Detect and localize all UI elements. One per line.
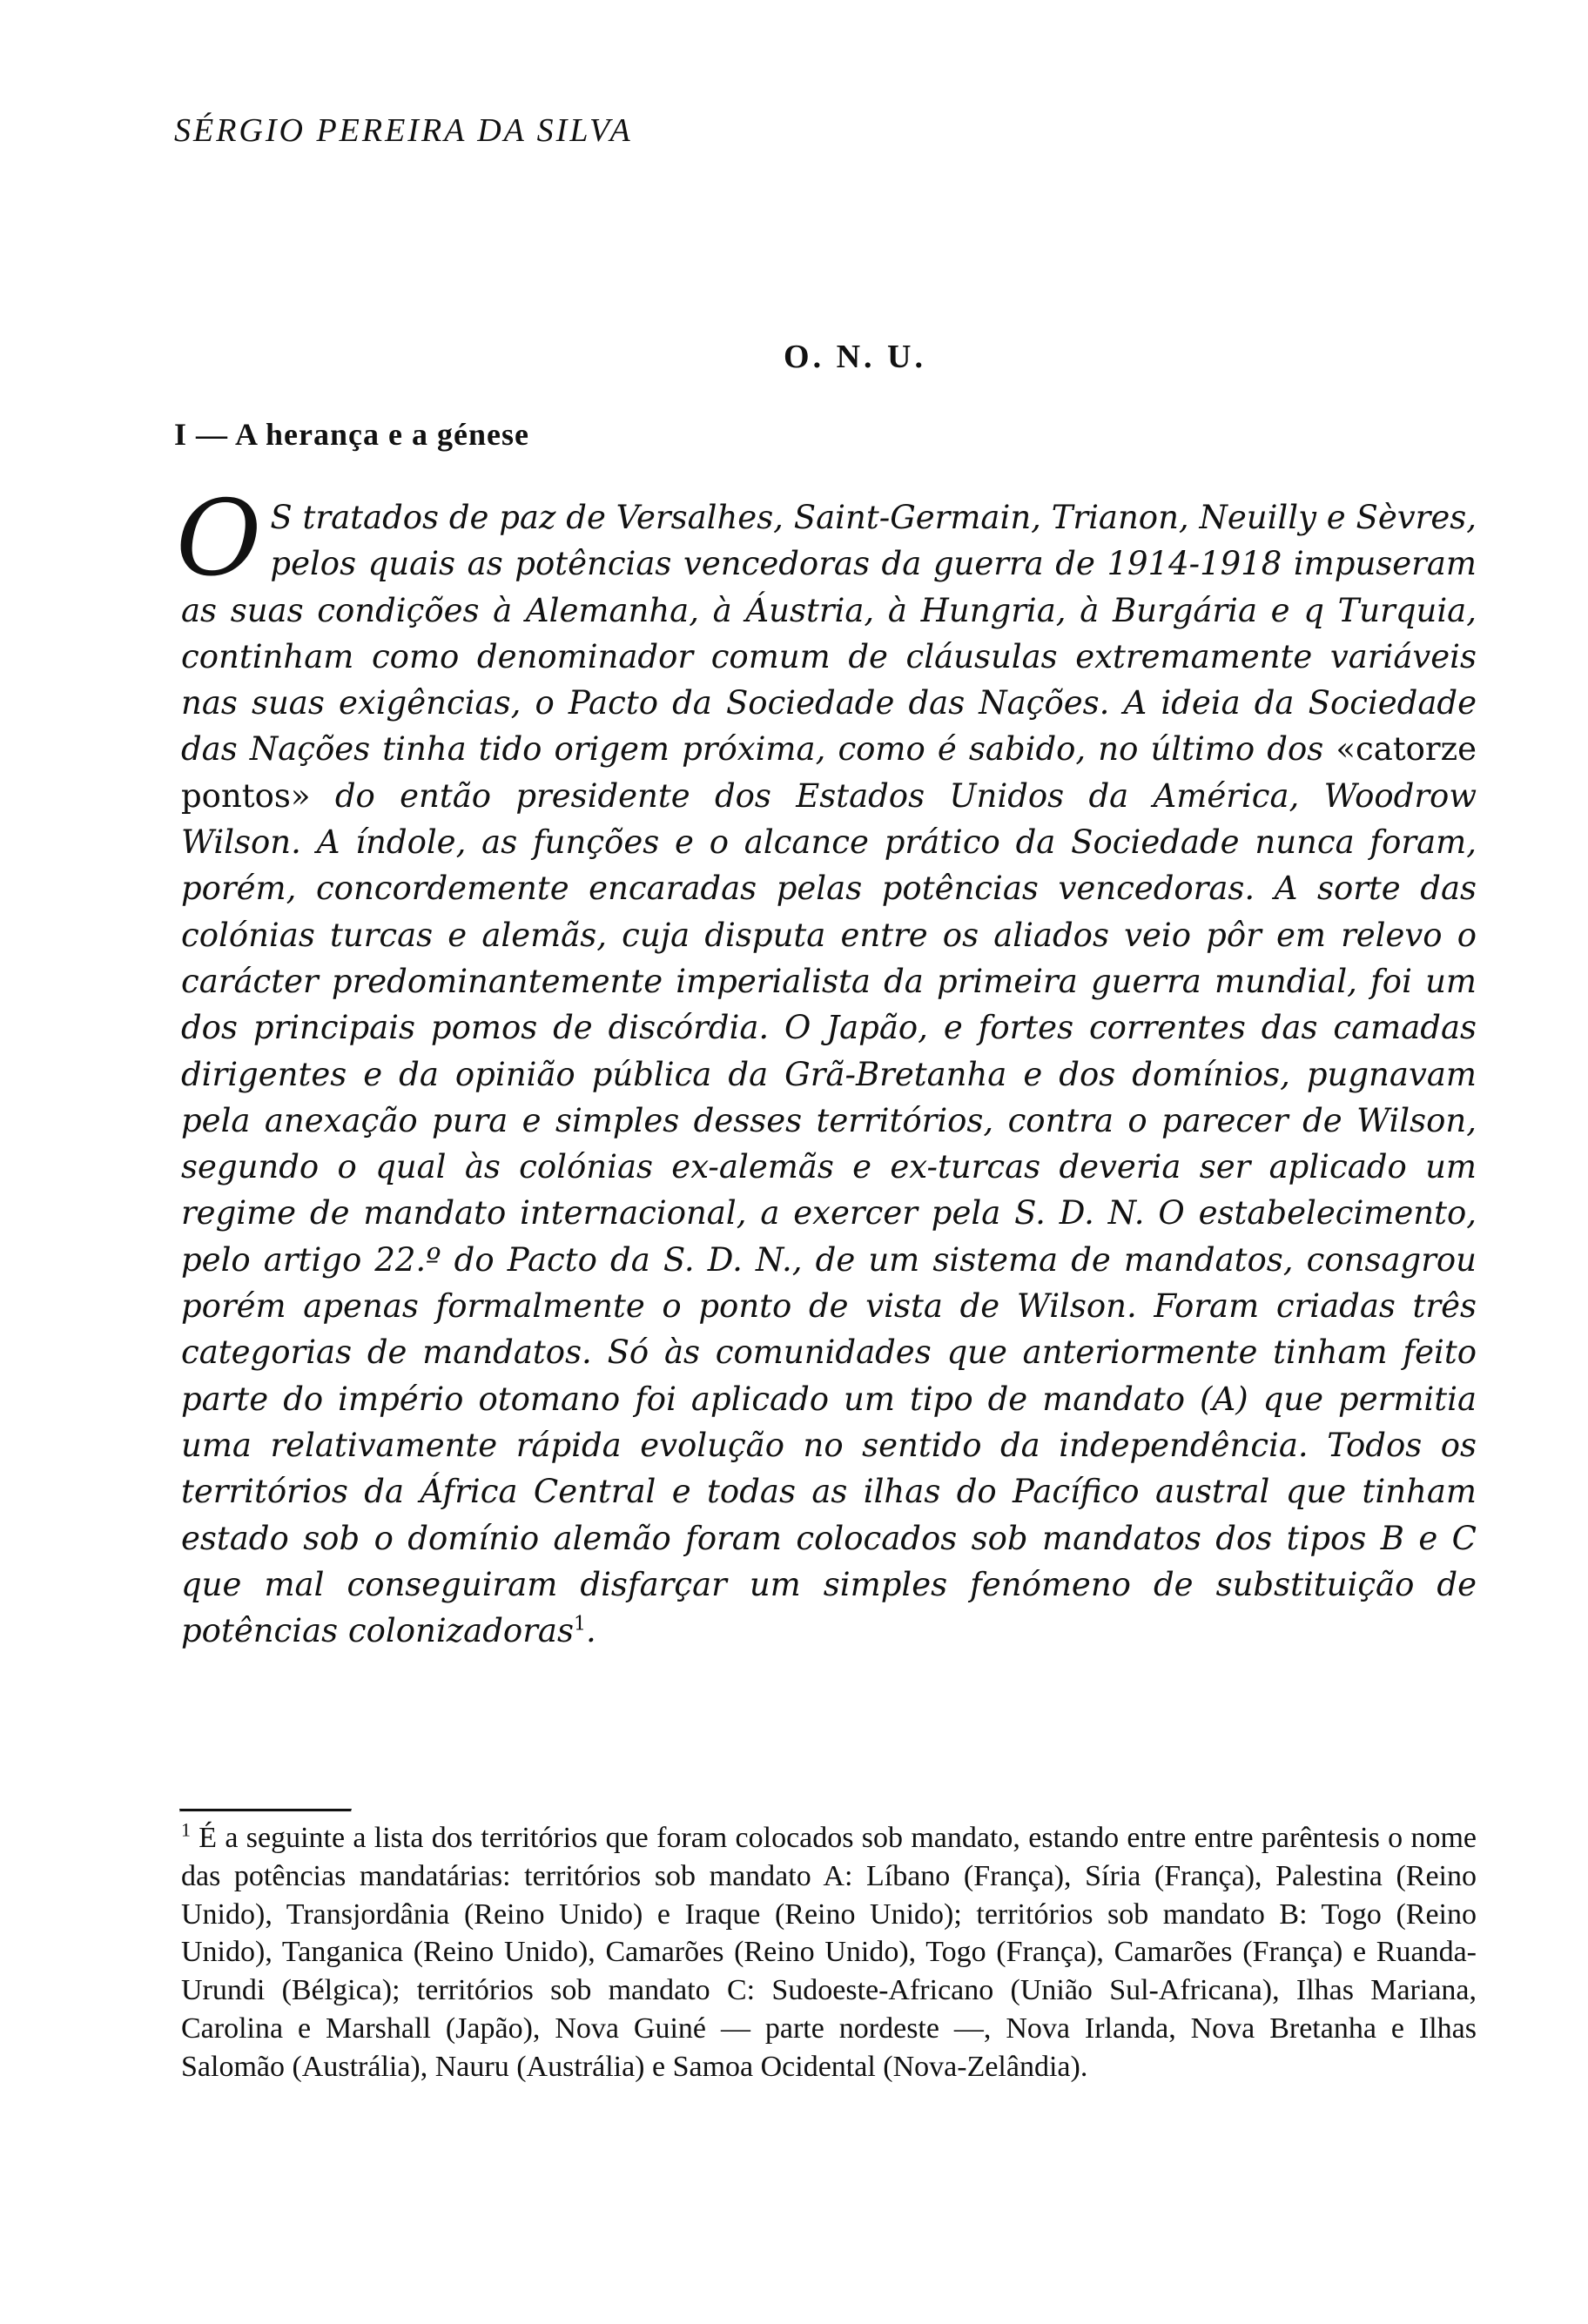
body-text-end: .: [585, 1612, 596, 1650]
quoted-fourteen-points: «catorze pontos»: [181, 730, 1477, 815]
running-head-author: SÉRGIO PEREIRA DA SILVA: [174, 112, 633, 149]
article-title: O. N. U.: [784, 339, 926, 375]
drop-cap: O: [176, 479, 262, 600]
footnote-marker: 1: [181, 1818, 191, 1841]
body-text-part-1: S tratados de paz de Versalhes, Saint-Germain, Trianon, Neuilly e Sèvres, pelos quais as potências vencedoras da guerra de 1914-1918 impuseram as suas condições à Alemanha, à Áustria, à Hungria, à Burgária e q Turquia, continham como denominador comum de cláusulas extremamente variáveis nas suas exigências, o Pacto da Sociedade das Nações. A ideia da Sociedade das Nações tinha tido origem próxima, como é sabido, no último dos: [181, 499, 1477, 769]
footnote-text: É a seguinte a lista dos territórios que foram colocados sob mandato, estando entre entre parêntesis o nome das potências mandatárias: territórios sob mandato A: Líbano (França), Síria (França), Palestina (Reino Unido), Transjordânia (Reino Unido) e Iraque (Reino Unido); territórios sob mandato B: Togo (Reino Unido), Tanganica (Reino Unido), Camarões (Reino Unido), Togo (França), Camarões (França) e Ruanda-Urundi (Bélgica); territórios sob mandato C: Sudoeste-Africano (União Sul-Africana), Ilhas Mariana, Carolina e Marshall (Japão), Nova Guiné — parte nordeste —, Nova Irlanda, Nova Bretanha e Ilhas Salomão (Austrália), Nauru (Austrália) e Samoa Ocidental (Nova-Zelândia).: [181, 1822, 1477, 2083]
body-text-part-2: do então presidente dos Estados Unidos da América, Woodrow Wilson. A índole, as funções e o alcance prático da Sociedade nunca foram, porém, concordemente encaradas pelas potências vencedoras. A sorte das colónias turcas e alemãs, cuja disputa entre os aliados veio pôr em relevo o carácter predominantemente imperialista da primeira guerra mundial, foi um dos principais pomos de discórdia. O Japão, e fortes correntes das camadas dirigentes e da opinião pública da Grã-Bretanha e dos domínios, pugnavam pela anexação pura e simples desses territórios, contra o parecer de Wilson, segundo o qual às colónias ex-alemãs e ex-turcas deveria ser aplicado um regime de mandato internacional, a exercer pela S. D. N. O estabelecimento, pelo artigo 22.º do Pacto da S. D. N., de um sistema de mandatos, consagrou porém apenas formalmente o ponto de vista de Wilson. Foram criadas três categorias de mandatos. Só às comunidades que anteriormente tinham feito parte do império otomano foi aplicado um tipo de mandato (A) que permitia uma relativamente rápida evolução no sentido da independência. Todos os territórios da África Central e todas as ilhas do Pacífico austral que tinham estado sob o domínio alemão foram colocados sob mandatos dos tipos B e C que mal conseguiram disfarçar um simples fenómeno de substituição de potências colonizadoras: [181, 776, 1477, 1650]
footnote-reference: 1: [573, 1613, 586, 1636]
footnote-divider: [179, 1809, 352, 1812]
section-heading: I — A herança e a génese: [174, 417, 529, 452]
footnote: [181, 1819, 1477, 2086]
body-paragraph: [176, 479, 1477, 1654]
